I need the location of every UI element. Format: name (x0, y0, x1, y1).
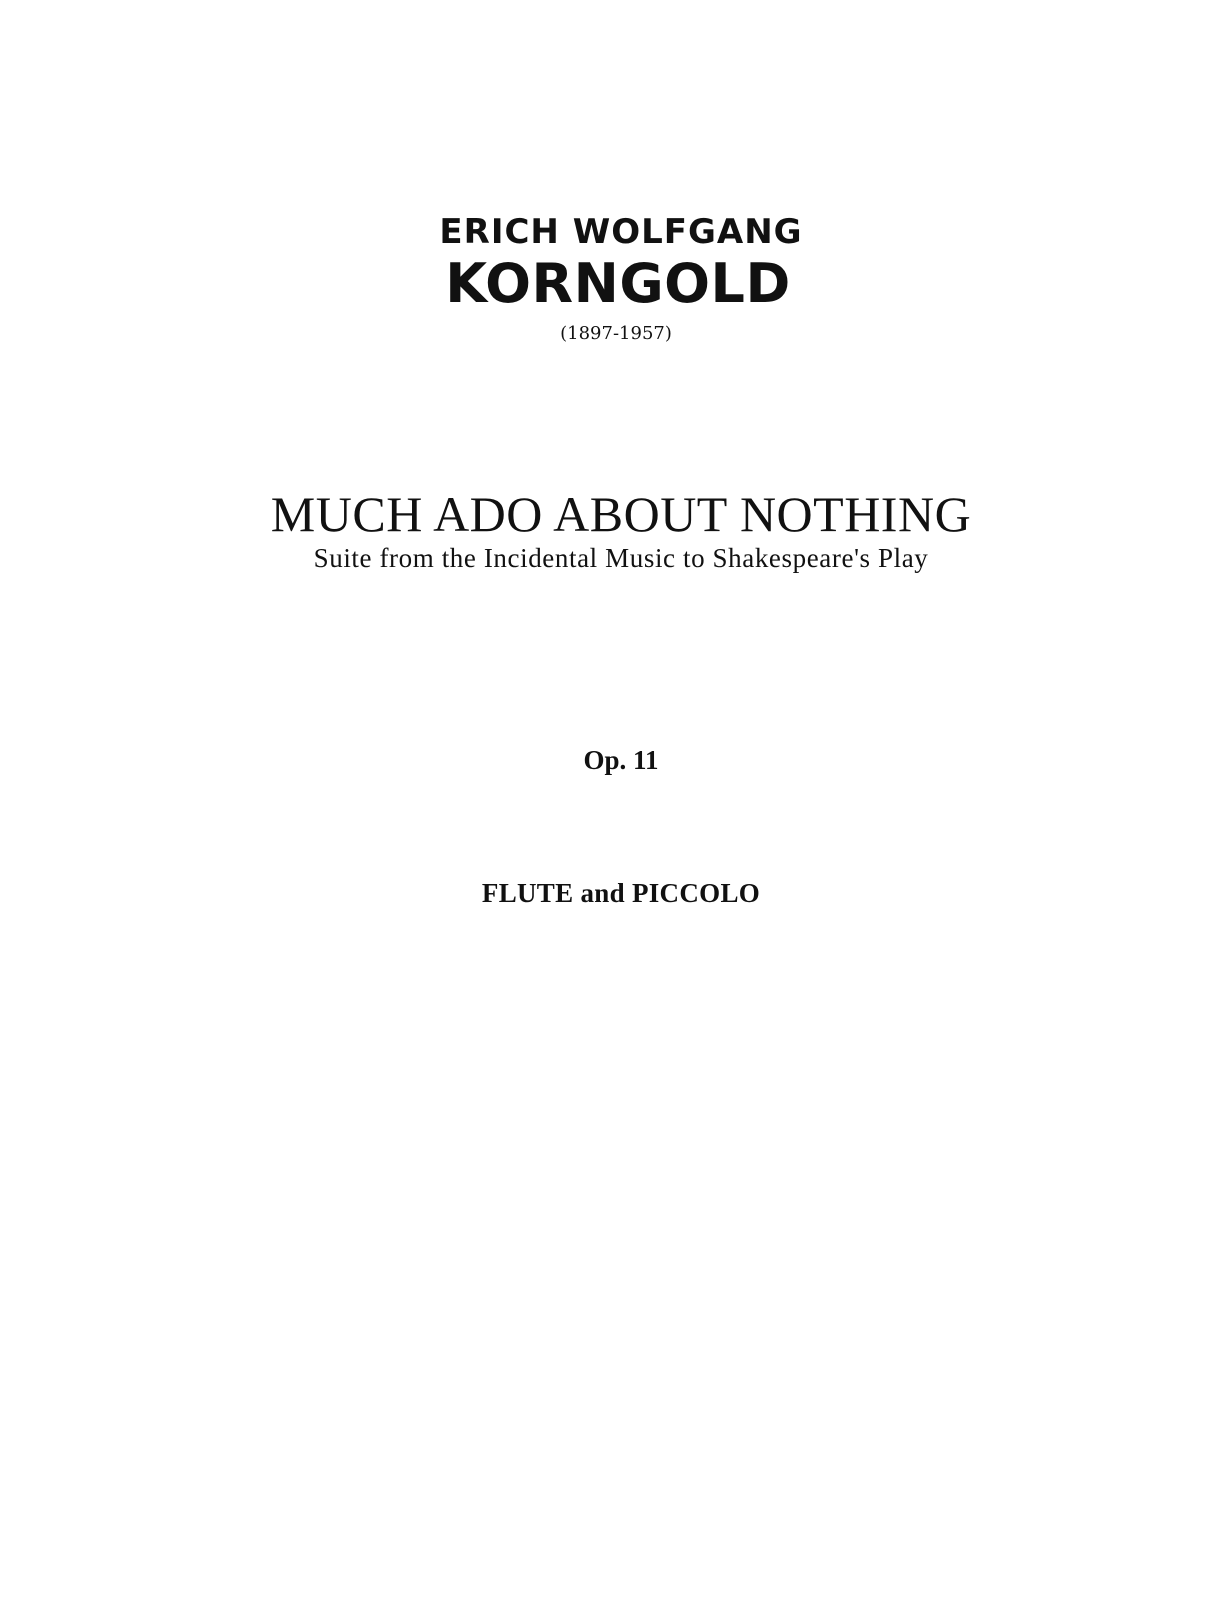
instrument-part: FLUTE and PICCOLO (481, 878, 761, 908)
work-subtitle: Suite from the Incidental Music to Shakespeare's Play (313, 543, 929, 573)
composer-dates: (1897-1957) (560, 323, 672, 344)
work-title: MUCH ADO ABOUT NOTHING (270, 486, 972, 542)
composer-given-names: ERICH WOLFGANG (439, 212, 803, 252)
opus-number: Op. 11 (583, 745, 659, 775)
composer-family-name: KORNGOLD (445, 252, 791, 315)
